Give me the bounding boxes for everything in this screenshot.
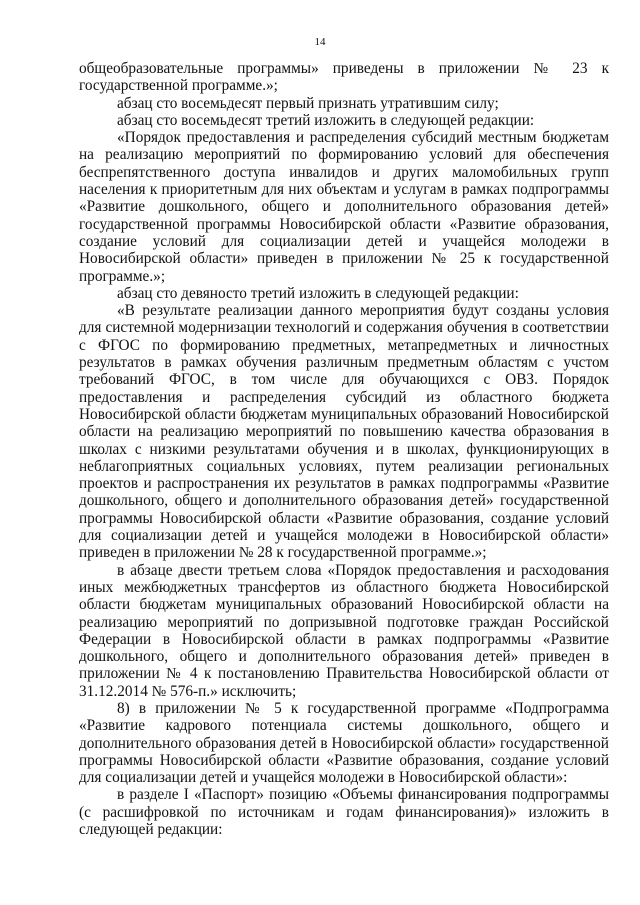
document-body xyxy=(79,60,609,838)
paragraph: общеобразовательные программы» приведены в приложении № 23 к государственной программе.»; xyxy=(79,60,609,95)
paragraph: 8) в приложении № 5 к государственной программе «Подпрограмма «Развитие кадрового потенциала системы дошкольного, общего и дополнительного образования детей в Новосибирской области» государственной программы Новосибирской области «Развитие образования, создание условий для социализации детей и учащейся молодежи в Новосибирской области»: xyxy=(79,699,609,787)
paragraph: абзац сто восемьдесят первый признать утратившим силу; xyxy=(117,94,499,112)
paragraph: в абзаце двести третьем слова «Порядок предоставления и расходования иных межбюджетных трансфертов из областного бюджета Новосибирской области бюджетам муниципальных образований Новосибирской области на реализацию мероприятий по допризывной подготовке граждан Российской Федерации в Новосибирской области в рамках подпрограммы «Развитие дошкольного, общего и дополнительного образования детей» приведен в приложении № 4 к постановлению Правительства Новосибирской области от 31.12.2014 № 576-п.» исключить; xyxy=(79,561,609,700)
page-number: 14 xyxy=(314,36,326,48)
paragraph: абзац сто восемьдесят третий изложить в следующей редакции: xyxy=(117,111,535,129)
paragraph: абзац сто девяносто третий изложить в следующей редакции: xyxy=(117,284,519,302)
paragraph: в разделе I «Паспорт» позицию «Объемы финансирования подпрограммы (с расшифровкой по источникам и годам финансирования)» изложить в следующей редакции: xyxy=(79,786,609,839)
paragraph: «В результате реализации данного мероприятия будут созданы условия для системной модернизации технологий и содержания обучения в соответствии с ФГОС по формированию предметных, метапредметных и личностных результатов в рамках обучения различным предметным областям с учстом требований ФГОС, в том числе для обучающихся с ОВЗ. Порядок предоставления и распределения субсидий из областного бюджета Новосибирской области бюджетам муниципальных образований Новосибирской области на реализацию мероприятий по повышению качества образования в школах с низкими результатами обучения и в школах, функционирующих в неблагоприятных социальных условиях, путем реализации региональных проектов и распространения их результатов в рамках подпрограммы «Развитие дошкольного, общего и дополнительного образования детей» государственной программы Новосибирской области «Развитие образования, создание условий для социализации детей и учащейся молодежи в Новосибирской области» приведен в приложении № 28 к государственной программе.»; xyxy=(79,302,609,562)
paragraph: «Порядок предоставления и распределения субсидий местным бюджетам на реализацию мероприятий по формированию условий для обеспечения беспрепятственного доступа инвалидов и других маломобильных групп населения к приоритетным для них объектам и услугам в рамках подпрограммы «Развитие дошкольного, общего и дополнительного образования детей» государственной программы Новосибирской области «Развитие образования, создание условий для социализации детей и учащейся молодежи в Новосибирской области» приведен в приложении № 25 к государственной программе.»; xyxy=(79,129,609,285)
